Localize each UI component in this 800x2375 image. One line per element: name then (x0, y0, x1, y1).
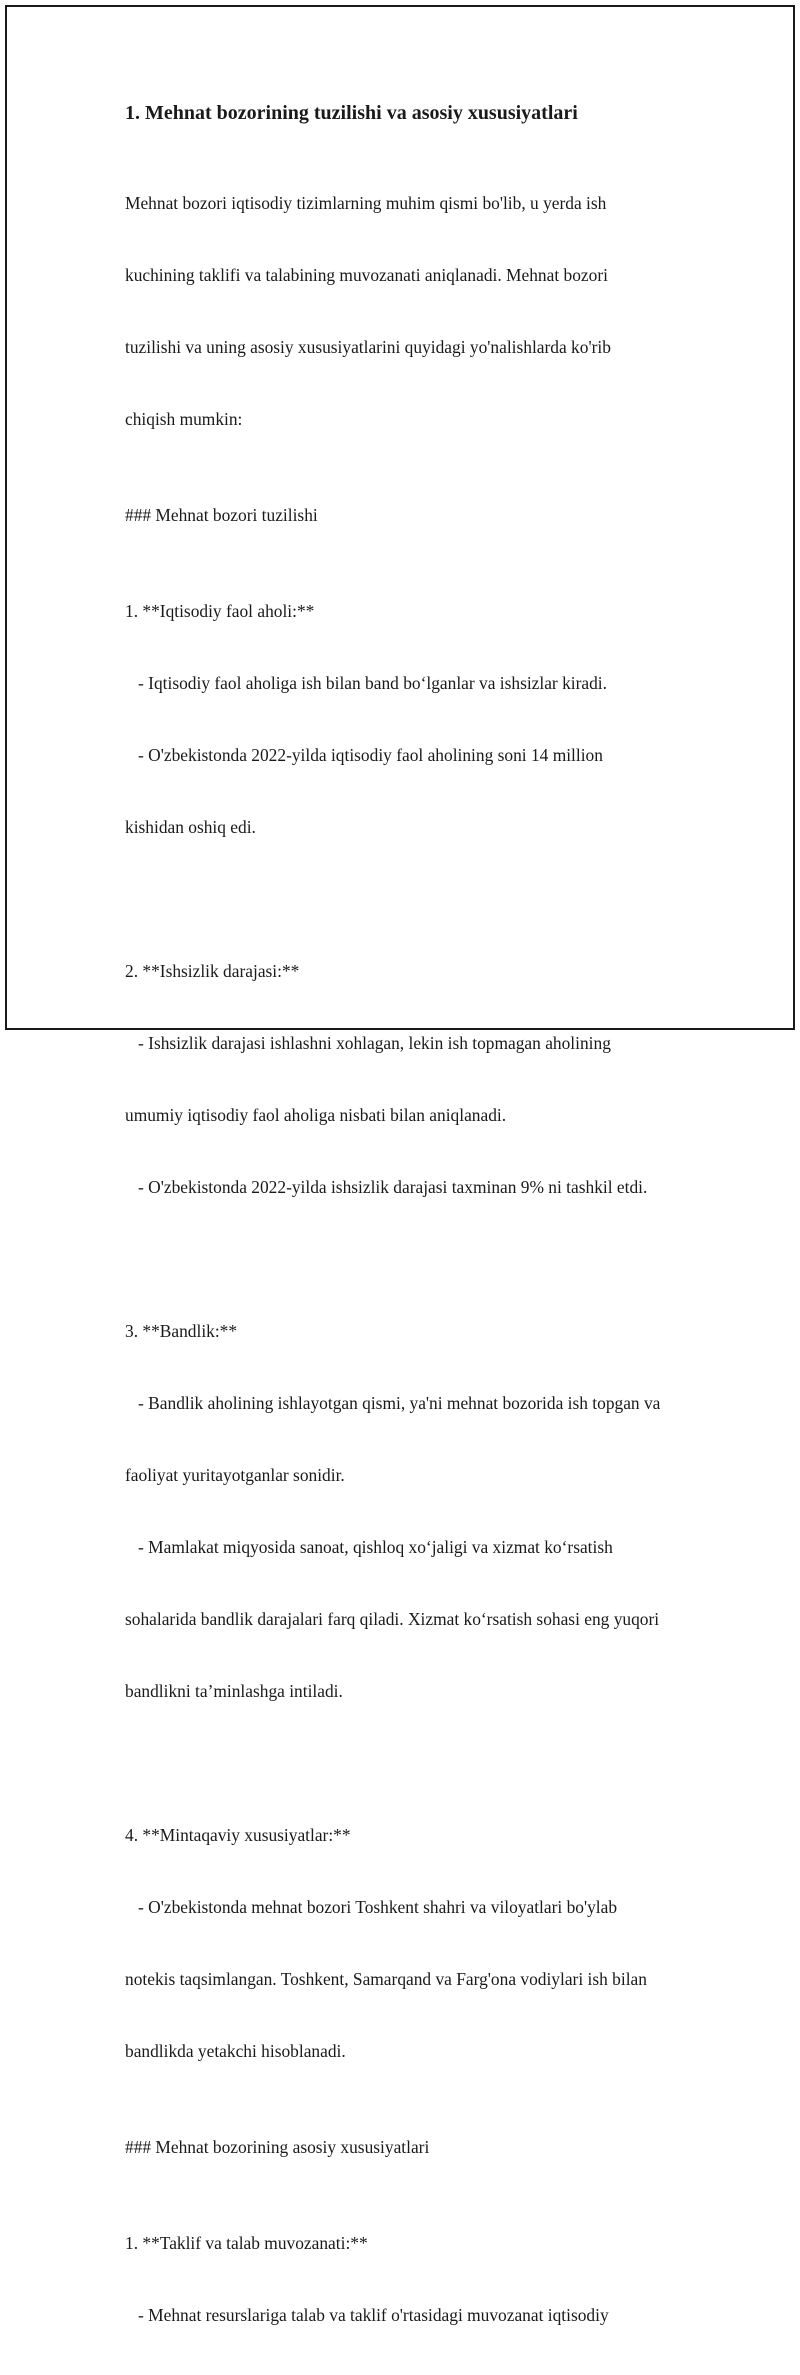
list-item-line: - O'zbekistonda 2022-yilda iqtisodiy faol aholining soni 14 million (125, 745, 603, 765)
section-heading-features: ### Mehnat bozorining asosiy xususiyatlari (125, 2137, 430, 2157)
spacer (125, 479, 705, 503)
intro-line: Mehnat bozori iqtisodiy tizimlarning muhim qismi bo'lib, u yerda ish (125, 193, 607, 213)
spacer (125, 527, 705, 551)
list-item-line: kishidan oshiq edi. (125, 817, 256, 837)
list-item-title: 3. **Bandlik:** (125, 1321, 238, 1341)
list-item-line: bandlikni taʼminlashga intiladi. (125, 1681, 343, 1701)
spacer (125, 1247, 705, 1271)
document-title: 1. Mehnat bozorining tuzilishi va asosiy xususiyatlari (125, 102, 578, 124)
list-item-line: - Bandlik aholining ishlayotgan qismi, ya'ni mehnat bozorida ish topgan va (125, 1393, 661, 1413)
list-item-supply-demand (125, 2183, 705, 2375)
spacer (125, 1751, 705, 1775)
list-item-active-population (125, 551, 705, 887)
spacer (125, 887, 705, 911)
list-item-title: 1. **Iqtisodiy faol aholi:** (125, 601, 315, 621)
list-item-line: - O'zbekistonda mehnat bozori Toshkent shahri va viloyatlari bo'ylab (125, 1897, 618, 1917)
intro-paragraph (125, 143, 705, 479)
list-item-title: 2. **Ishsizlik darajasi:** (125, 961, 300, 981)
list-item-title: 4. **Mintaqaviy xususiyatlar:** (125, 1825, 351, 1845)
list-item-line: notekis taqsimlangan. Toshkent, Samarqand va Farg'ona vodiylari ish bilan (125, 1969, 647, 1989)
list-item-employment (125, 1271, 705, 1751)
page-frame (5, 5, 795, 2325)
list-item-title: 1. **Taklif va talab muvozanati:** (125, 2233, 368, 2253)
spacer (125, 2111, 705, 2135)
list-item-line: umumiy iqtisodiy faol aholiga nisbati bilan aniqlanadi. (125, 1105, 507, 1125)
list-item-regional (125, 1775, 705, 2111)
list-item-line: sohalarida bandlik darajalari farq qiladi. Xizmat koʻrsatish sohasi eng yuqori (125, 1609, 660, 1629)
intro-line: tuzilishi va uning asosiy xususiyatlarini quyidagi yo'nalishlarda ko'rib (125, 337, 611, 357)
list-item-line: - Iqtisodiy faol aholiga ish bilan band boʻlganlar va ishsizlar kiradi. (125, 673, 607, 693)
list-item-line: - Ishsizlik darajasi ishlashni xohlagan, lekin ish topmagan aholining (125, 1033, 611, 1053)
intro-line: kuchining taklifi va talabining muvozanati aniqlanadi. Mehnat bozori (125, 265, 608, 285)
list-item-line: faoliyat yuritayotganlar sonidir. (125, 1465, 345, 1485)
list-item-unemployment (125, 911, 705, 1247)
list-item-line: - O'zbekistonda 2022-yilda ishsizlik darajasi taxminan 9% ni tashkil etdi. (125, 1177, 648, 1197)
document-body (125, 99, 705, 2375)
list-item-line: - Mamlakat miqyosida sanoat, qishloq xoʻjaligi va xizmat koʻrsatish (125, 1537, 613, 1557)
section-heading-structure: ### Mehnat bozori tuzilishi (125, 505, 318, 525)
list-item-line: - Mehnat resurslariga talab va taklif o'rtasidagi muvozanat iqtisodiy (125, 2305, 609, 2325)
intro-line: chiqish mumkin: (125, 409, 243, 429)
list-item-line: bandlikda yetakchi hisoblanadi. (125, 2041, 346, 2061)
spacer (125, 2159, 705, 2183)
